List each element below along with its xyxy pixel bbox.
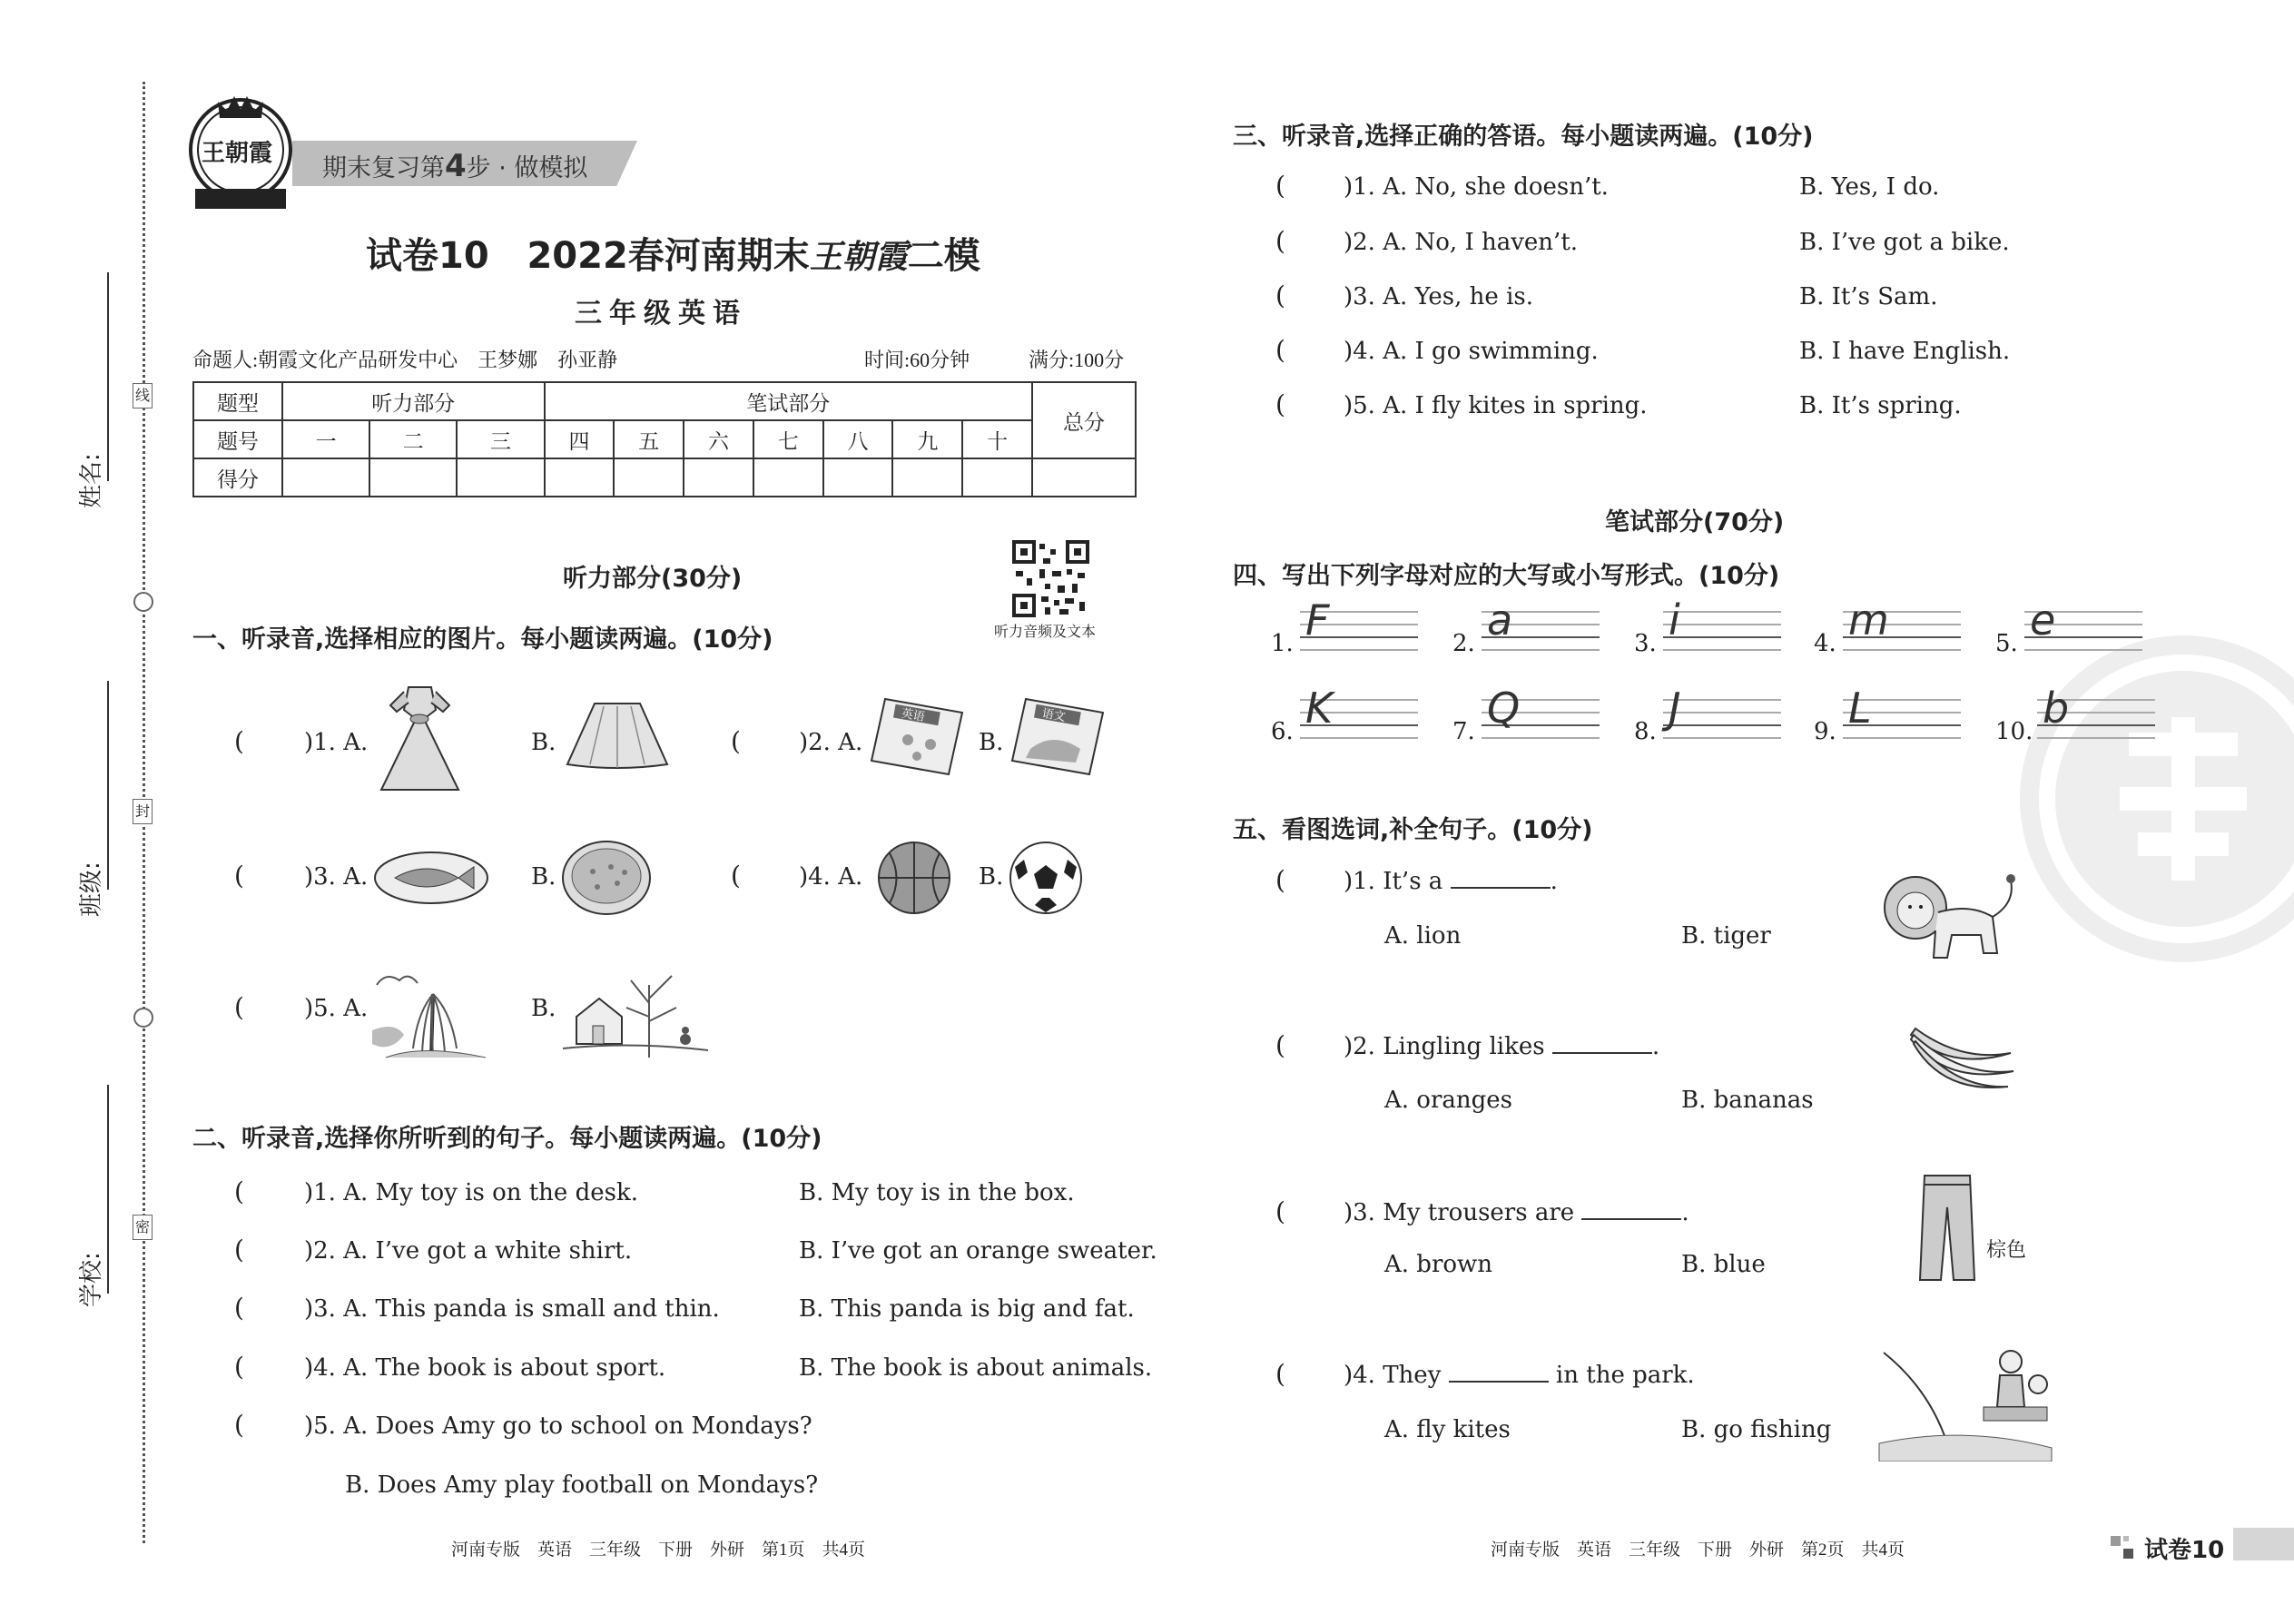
answer-paren[interactable]: ( xyxy=(234,1235,244,1265)
row-score-label: 得分 xyxy=(193,458,282,497)
option-a: )3. A. Yes, he is. xyxy=(1344,283,1534,310)
class-label: 班级: xyxy=(78,861,105,917)
score-cell[interactable] xyxy=(892,458,962,497)
option-a: )4. A. The book is about sport. xyxy=(304,1354,666,1382)
spring-willow-image xyxy=(368,958,495,1066)
class-field[interactable] xyxy=(107,681,109,890)
score-cell[interactable] xyxy=(753,458,823,497)
banner-text-1: 期末复习第 xyxy=(322,154,445,182)
answer-paren[interactable]: ( xyxy=(234,1352,244,1382)
given-letter: m xyxy=(1848,595,1889,645)
sentence xyxy=(1344,1199,1689,1226)
blank[interactable] xyxy=(1449,1363,1549,1383)
answer-paren[interactable]: ( xyxy=(1275,865,1285,895)
option-b: B. It’s spring. xyxy=(1799,392,1962,419)
blank[interactable] xyxy=(1451,869,1551,889)
answer-paren[interactable]: ( xyxy=(234,992,244,1022)
letter-number: 4. xyxy=(1814,630,1836,657)
letter-number: 2. xyxy=(1452,630,1475,657)
letter-number: 10. xyxy=(1995,718,2033,745)
blank[interactable] xyxy=(1581,1200,1681,1220)
score-cell[interactable] xyxy=(545,458,615,497)
letter-answer-area[interactable] xyxy=(1663,611,1781,651)
given-letter: b xyxy=(2043,684,2070,733)
winter-house-image xyxy=(558,958,713,1066)
option-b: B. I’ve got an orange sweater. xyxy=(799,1237,1157,1265)
qr-caption: 听力音频及文本 xyxy=(994,623,1097,640)
cut-circle-2 xyxy=(133,1008,153,1028)
given-letter: F xyxy=(1305,595,1330,645)
num-2: 二 xyxy=(369,420,457,458)
brand-name: 王朝霞 xyxy=(809,238,908,276)
banner-text xyxy=(322,148,587,184)
skirt-image xyxy=(563,699,672,775)
num-5: 五 xyxy=(614,420,684,458)
num-8: 八 xyxy=(823,420,893,458)
exam-tail: 二模 xyxy=(907,235,980,277)
school-field[interactable] xyxy=(107,1085,109,1294)
letter-number: 3. xyxy=(1634,630,1657,657)
row-number-label: 题号 xyxy=(193,420,282,458)
answer-paren[interactable]: ( xyxy=(1275,1030,1285,1060)
answer-paren[interactable]: ( xyxy=(1275,281,1285,310)
answer-paren[interactable]: ( xyxy=(731,861,741,891)
page-tag: 试卷10 xyxy=(2144,1537,2225,1564)
answer-paren[interactable]: ( xyxy=(234,1410,244,1440)
page-title xyxy=(366,227,980,279)
logo-text: 王朝霞 xyxy=(202,140,273,167)
option-b-label: B. xyxy=(531,863,556,891)
given-letter: a xyxy=(1487,595,1513,645)
num-10: 十 xyxy=(962,420,1032,458)
option-a: )2. A. No, I haven’t. xyxy=(1344,229,1579,256)
brand-logo xyxy=(182,91,300,227)
sentence-end: in the park. xyxy=(1555,1362,1695,1389)
answer-paren[interactable]: ( xyxy=(1275,1359,1285,1389)
option-b: B. It’s Sam. xyxy=(1799,283,1938,310)
letter-number: 9. xyxy=(1814,718,1836,745)
blank[interactable] xyxy=(1552,1034,1652,1054)
letter-number: 6. xyxy=(1271,718,1294,745)
football-image xyxy=(1008,840,1085,920)
score-cell[interactable] xyxy=(962,458,1032,497)
item-label: )1. A. xyxy=(304,729,369,756)
sentence xyxy=(1344,868,1558,895)
banner-text-2: 步 · 做模拟 xyxy=(466,154,588,182)
authors: 命题人:朝霞文化产品研发中心 王梦娜 孙亚静 xyxy=(192,349,618,371)
option-b: B. The book is about animals. xyxy=(799,1354,1153,1382)
banner-step: 4 xyxy=(445,148,467,184)
score-cell[interactable] xyxy=(282,458,369,497)
item-label: )2. A. xyxy=(799,729,863,756)
score-table xyxy=(192,381,1137,497)
num-1: 一 xyxy=(282,420,369,458)
bananas-image xyxy=(1906,1021,2020,1097)
num-9: 九 xyxy=(892,420,962,458)
letter-number: 5. xyxy=(1995,630,2018,657)
option-b-label: B. xyxy=(531,729,556,756)
answer-paren[interactable]: ( xyxy=(234,1293,244,1323)
listening-title: 听力部分(30分) xyxy=(563,565,743,593)
lion-image xyxy=(1879,867,2024,970)
option-b: B. Yes, I do. xyxy=(1799,173,1940,201)
option-a: A. lion xyxy=(1384,922,1462,950)
fishing-image xyxy=(1875,1334,2056,1465)
option-a: A. brown xyxy=(1384,1251,1493,1278)
section-3-title: 三、听录音,选择正确的答语。每小题读两遍。(10分) xyxy=(1233,123,1814,151)
qr-code[interactable] xyxy=(1012,540,1089,617)
listening-header: 听力部分 xyxy=(282,382,545,420)
section-1-title: 一、听录音,选择相应的图片。每小题读两遍。(10分) xyxy=(192,625,773,654)
item-label: )5. A. xyxy=(304,995,369,1022)
option-b: B. bananas xyxy=(1681,1087,1814,1114)
book-title-chinese: 语文 xyxy=(1040,706,1067,725)
score-cell[interactable] xyxy=(823,458,893,497)
score-cell[interactable] xyxy=(369,458,457,497)
option-a: )4. A. I go swimming. xyxy=(1344,338,1599,365)
score-cell[interactable] xyxy=(457,458,544,497)
cut-mark-1: 线 xyxy=(133,383,153,408)
num-3: 三 xyxy=(457,420,544,458)
school-label: 学校: xyxy=(78,1252,105,1307)
answer-paren[interactable]: ( xyxy=(1275,389,1285,419)
option-a: A. fly kites xyxy=(1384,1416,1511,1443)
option-b: B. go fishing xyxy=(1681,1416,1832,1443)
item-label: )3. A. xyxy=(304,863,369,891)
letter-number: 7. xyxy=(1452,718,1475,745)
option-b-label: B. xyxy=(979,863,1004,891)
given-letter: K xyxy=(1305,684,1334,733)
sentence-start: )1. It’s a xyxy=(1344,868,1443,895)
sentence-end: . xyxy=(1681,1199,1689,1226)
num-6: 六 xyxy=(684,420,753,458)
sentence-end: . xyxy=(1550,868,1558,895)
score-cell[interactable] xyxy=(1032,458,1136,497)
sentence-end: . xyxy=(1651,1033,1660,1060)
given-letter: Q xyxy=(1487,684,1521,733)
name-label: 姓名: xyxy=(78,453,105,508)
book-title-english: 英语 xyxy=(900,706,926,725)
section-2-title: 二、听录音,选择你所听到的句子。每小题读两遍。(10分) xyxy=(192,1125,822,1153)
option-b: B. blue xyxy=(1681,1251,1766,1278)
answer-paren[interactable]: ( xyxy=(1275,171,1285,201)
sentence-start: )3. My trousers are xyxy=(1344,1199,1575,1226)
given-letter: L xyxy=(1848,684,1872,733)
rice-image xyxy=(561,840,652,920)
trousers-image xyxy=(1915,1171,1979,1288)
cut-circle-1 xyxy=(133,592,153,612)
corner-squares xyxy=(2111,1536,2134,1563)
time-limit: 时间:60分钟 xyxy=(864,349,970,371)
answer-paren[interactable]: ( xyxy=(234,1176,244,1206)
letter-number: 8. xyxy=(1634,718,1657,745)
written-header: 笔试部分 xyxy=(545,382,1032,420)
option-b: B. This panda is big and fat. xyxy=(799,1295,1135,1323)
english-book-image xyxy=(867,694,967,780)
sentence xyxy=(1344,1362,1695,1389)
section-4-title: 四、写出下列字母对应的大写或小写形式。(10分) xyxy=(1233,562,1780,590)
answer-paren[interactable]: ( xyxy=(234,726,244,756)
option-a: )1. A. No, she doesn’t. xyxy=(1344,173,1609,201)
option-a: )2. A. I’ve got a white shirt. xyxy=(304,1237,633,1265)
answer-paren[interactable]: ( xyxy=(234,861,244,891)
answer-paren[interactable]: ( xyxy=(1275,1196,1285,1226)
given-letter: i xyxy=(1669,595,1680,645)
cut-mark-2: 封 xyxy=(133,799,153,824)
given-letter: e xyxy=(2030,595,2056,645)
option-b-label: B. xyxy=(531,995,556,1022)
num-4: 四 xyxy=(545,420,615,458)
score-cell[interactable] xyxy=(614,458,684,497)
total-header: 总分 xyxy=(1032,382,1136,458)
sentence xyxy=(1344,1033,1659,1060)
section-5-title: 五、看图选词,补全句子。(10分) xyxy=(1233,816,1593,844)
written-title: 笔试部分(70分) xyxy=(1605,508,1785,536)
full-score: 满分:100分 xyxy=(1029,349,1125,371)
option-b: B. I have English. xyxy=(1799,338,2011,365)
option-b: B. My toy is in the box. xyxy=(799,1179,1075,1206)
name-field[interactable] xyxy=(107,272,109,481)
corner-tag-bar xyxy=(2233,1528,2294,1560)
sentence-start: )2. Lingling likes xyxy=(1344,1033,1545,1060)
subtitle: 三年级英语 xyxy=(575,298,747,330)
footer-left: 河南专版 英语 三年级 下册 外研 第1页 共4页 xyxy=(451,1540,866,1560)
exam-name: 2022春河南期末 xyxy=(527,235,810,277)
option-b: B. Does Amy play football on Mondays? xyxy=(345,1471,819,1499)
given-letter: J xyxy=(1669,684,1681,733)
letter-number: 1. xyxy=(1271,630,1294,657)
option-a: )5. A. I fly kites in spring. xyxy=(1344,392,1648,419)
option-b-label: B. xyxy=(979,729,1004,756)
item-label: )4. A. xyxy=(799,863,863,891)
option-b: B. I’ve got a bike. xyxy=(1799,229,2010,256)
col-type: 题型 xyxy=(193,382,282,420)
option-a: )1. A. My toy is on the desk. xyxy=(304,1179,638,1206)
option-a: A. oranges xyxy=(1384,1087,1513,1114)
exam-number: 试卷10 xyxy=(366,235,489,277)
score-cell[interactable] xyxy=(684,458,753,497)
sentence-start: )4. They xyxy=(1344,1362,1442,1389)
option-a: )3. A. This panda is small and thin. xyxy=(304,1295,720,1323)
answer-paren[interactable]: ( xyxy=(731,726,741,756)
option-b: B. tiger xyxy=(1681,922,1771,950)
answer-paren[interactable]: ( xyxy=(1275,226,1285,256)
answer-paren[interactable]: ( xyxy=(1275,335,1285,365)
fish-image xyxy=(372,849,490,911)
cut-mark-3: 密 xyxy=(133,1215,153,1240)
chinese-book-image xyxy=(1008,694,1108,780)
footer-right: 河南专版 英语 三年级 下册 外研 第2页 共4页 xyxy=(1491,1540,1905,1560)
num-7: 七 xyxy=(753,420,823,458)
dress-image xyxy=(368,683,472,800)
basketball-image xyxy=(876,840,953,920)
color-label: 棕色 xyxy=(1986,1239,2027,1262)
option-a: )5. A. Does Amy go to school on Mondays? xyxy=(304,1412,812,1440)
